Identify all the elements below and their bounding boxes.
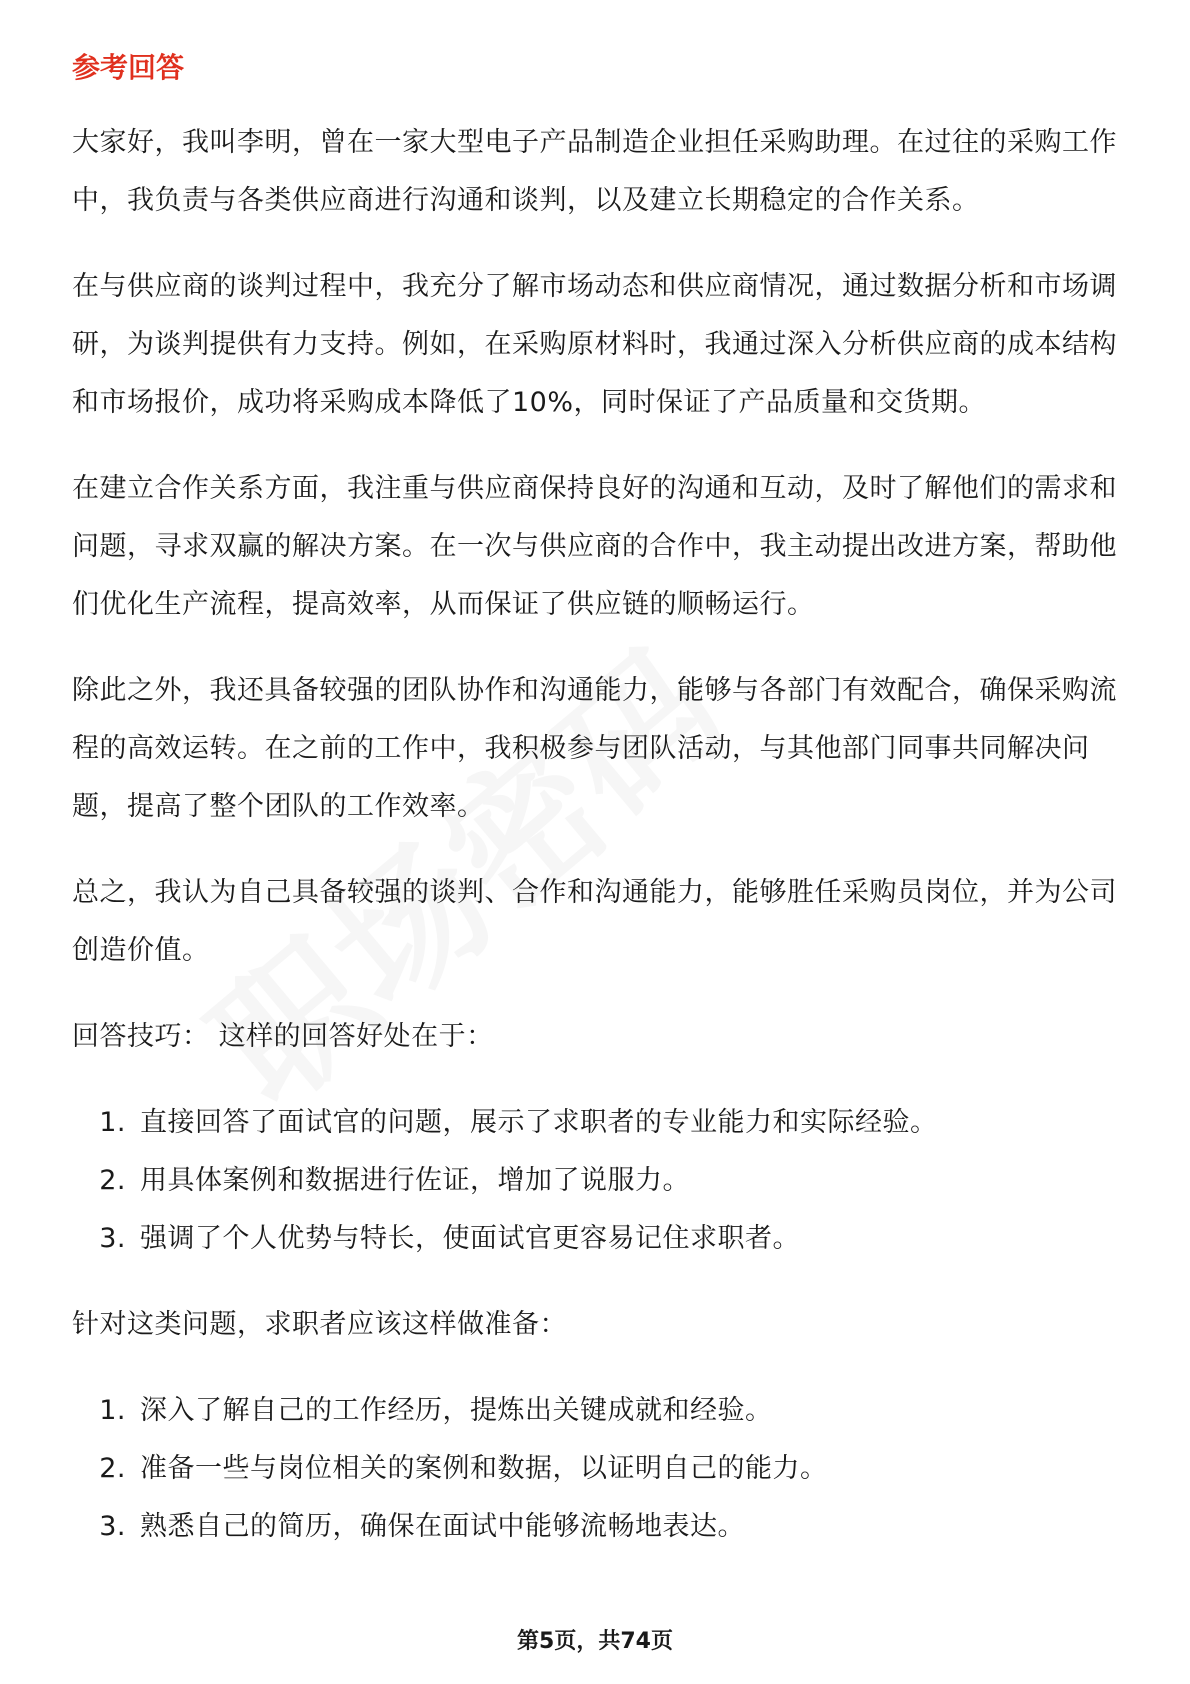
- list-text: 熟悉自己的简历，确保在面试中能够流畅地表达。: [140, 1511, 745, 1542]
- answer-paragraph: 除此之外，我还具备较强的团队协作和沟通能力，能够与各部门有效配合，确保采购流程的高效运转。在之前的工作中，我积极参与团队活动，与其他部门同事共同解决问题，提高了整个团队的工作效率。: [72, 675, 1117, 822]
- answer-paragraph: 在与供应商的谈判过程中，我充分了解市场动态和供应商情况，通过数据分析和市场调研，为谈判提供有力支持。例如，在采购原材料时，我通过深入分析供应商的成本结构和市场报价，成功将采购成本降低了10%，同时保证了产品质量和交货期。: [72, 271, 1117, 418]
- tips-list: [72, 1094, 1118, 1268]
- list-number: 2.: [99, 1453, 126, 1484]
- list-number: 1.: [99, 1107, 126, 1138]
- page-number: 第5页，共74页: [517, 1629, 673, 1654]
- prep-intro: 针对这类问题，求职者应该这样做准备：: [72, 1309, 567, 1340]
- section-heading: 参考回答: [72, 51, 185, 84]
- list-number: 3.: [99, 1223, 126, 1254]
- answer-paragraph: 总之，我认为自己具备较强的谈判、合作和沟通能力，能够胜任采购员岗位，并为公司创造价值。: [72, 877, 1117, 966]
- document-page: [72, 48, 1118, 1584]
- list-item: [72, 1440, 1118, 1498]
- answer-paragraph: 在建立合作关系方面，我注重与供应商保持良好的沟通和互动，及时了解他们的需求和问题，寻求双赢的解决方案。在一次与供应商的合作中，我主动提出改进方案，帮助他们优化生产流程，提高效率，从而保证了供应链的顺畅运行。: [72, 473, 1117, 620]
- tips-intro: 回答技巧： 这样的回答好处在于：: [72, 1021, 494, 1052]
- list-text: 直接回答了面试官的问题，展示了求职者的专业能力和实际经验。: [140, 1107, 938, 1138]
- list-number: 1.: [99, 1395, 126, 1426]
- list-number: 3.: [99, 1511, 126, 1542]
- list-text: 强调了个人优势与特长，使面试官更容易记住求职者。: [140, 1223, 800, 1254]
- list-item: [72, 1152, 1118, 1210]
- answer-paragraph: 大家好，我叫李明，曾在一家大型电子产品制造企业担任采购助理。在过往的采购工作中，我负责与各类供应商进行沟通和谈判，以及建立长期稳定的合作关系。: [72, 127, 1117, 216]
- list-item: [72, 1094, 1118, 1152]
- list-text: 用具体案例和数据进行佐证，增加了说服力。: [140, 1165, 690, 1196]
- list-number: 2.: [99, 1165, 126, 1196]
- list-item: [72, 1210, 1118, 1268]
- prep-list: [72, 1382, 1118, 1556]
- list-item: [72, 1382, 1118, 1440]
- list-text: 准备一些与岗位相关的案例和数据，以证明自己的能力。: [140, 1453, 828, 1484]
- list-item: [72, 1498, 1118, 1556]
- list-text: 深入了解自己的工作经历，提炼出关键成就和经验。: [140, 1395, 773, 1426]
